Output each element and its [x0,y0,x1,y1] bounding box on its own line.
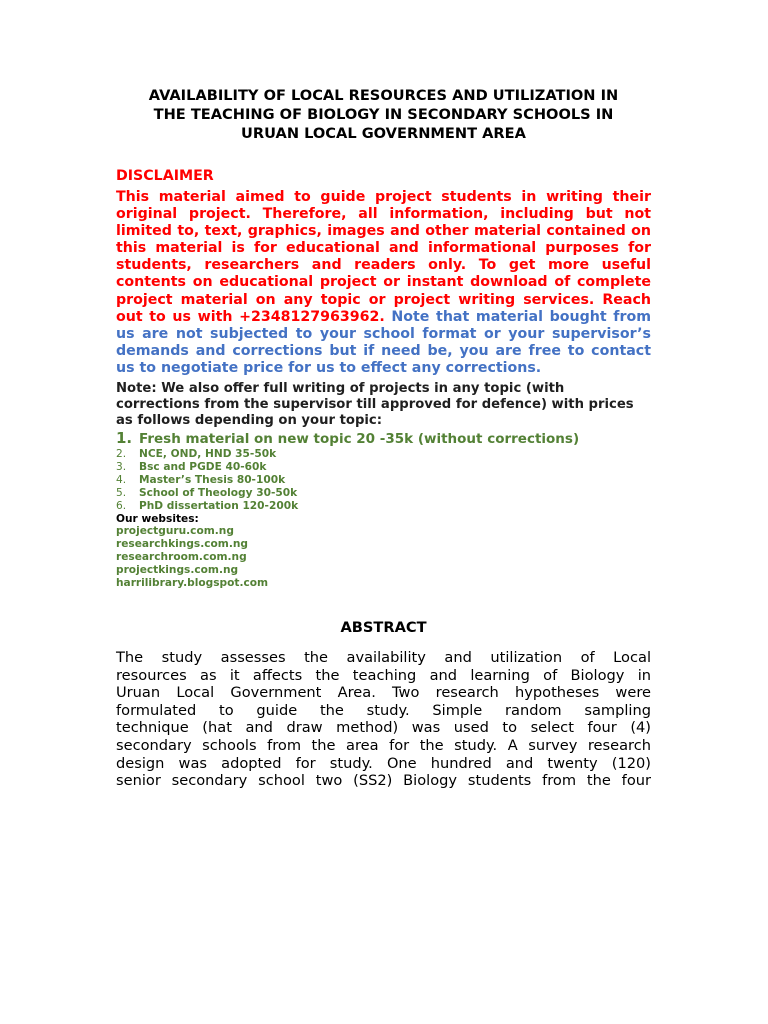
abstract-line: The study assesses the availability and utilization of Local [116,649,651,666]
title-line: URUAN LOCAL GOVERNMENT AREA [241,125,526,142]
disclaimer-blue-text: Note that material bought from us are not subjected to your school format or your supervisor’s demands and corrections but if need be, you are free to contact us to negotiate price for us to effect any corrections. [116,308,651,376]
abstract-line: Uruan Local Government Area. Two research hypotheses were [116,684,651,702]
abstract-line: technique (hat and draw method) was used to select four (4) [116,719,651,737]
abstract-line: formulated to guide the study. Simple random sampling [116,701,651,719]
offer-number: 2. [116,448,127,461]
offer-note: Note: We also offer full writing of projects in any topic (with corrections from the supervisor till approved for defence) with prices as follows depending on your topic: [116,381,634,429]
offer-number: 5. [116,486,127,499]
abstract-body [116,649,651,790]
offer-number: 4. [116,473,127,486]
website-link[interactable]: researchkings.com.ng [116,538,248,551]
disclaimer-body [116,189,651,377]
abstract-line: resources as it affects the teaching and learning of Biology in [116,666,651,684]
offer-number: 1. [116,429,133,448]
website-link[interactable]: projectguru.com.ng [116,525,234,538]
offer-text: Bsc and PGDE 40-60k [139,460,267,473]
website-link[interactable]: harrilibrary.blogspot.com [116,577,269,590]
offer-text: Master’s Thesis 80-100k [139,473,286,486]
disclaimer-red-text: This material aimed to guide project students in writing their original project. Therefore, all information, including but not limited to, text, graphics, images and other material contained on this material is for educational and informational purposes for students, researchers and readers only. To get more useful contents on educational project or instant download of complete project material on any topic or project writing services. Reach out to us with +2348127963962. [116,189,651,325]
offer-list [116,430,651,513]
title-line: THE TEACHING OF BIOLOGY IN SECONDARY SCHOOLS IN [153,106,614,123]
document-title [116,86,651,143]
offer-number: 6. [116,499,127,512]
websites-label: Our websites: [116,512,199,525]
offer-number: 3. [116,460,127,473]
document-page [116,86,651,790]
disclaimer-heading: DISCLAIMER [116,168,214,184]
abstract-line: design was adopted for study. One hundred and twenty (120) [116,754,651,772]
website-link[interactable]: researchroom.com.ng [116,551,247,564]
offer-item [116,474,651,487]
abstract-line: senior secondary school two (SS2) Biology students from the four [116,772,651,790]
abstract-heading: ABSTRACT [340,619,427,636]
offer-item [116,461,651,474]
offer-item [116,500,651,513]
offer-item [116,487,651,500]
offer-item [116,448,651,461]
offer-text: Fresh material on new topic 20 -35k (without corrections) [139,431,580,448]
offer-text: School of Theology 30-50k [139,486,298,499]
abstract-line: secondary schools from the area for the study. A survey research [116,736,651,754]
website-link[interactable]: projectkings.com.ng [116,564,239,577]
offer-text: PhD dissertation 120-200k [139,499,299,512]
offer-text: NCE, OND, HND 35-50k [139,448,277,461]
title-line: AVAILABILITY OF LOCAL RESOURCES AND UTILIZATION IN [148,87,619,104]
offer-item [116,430,651,448]
